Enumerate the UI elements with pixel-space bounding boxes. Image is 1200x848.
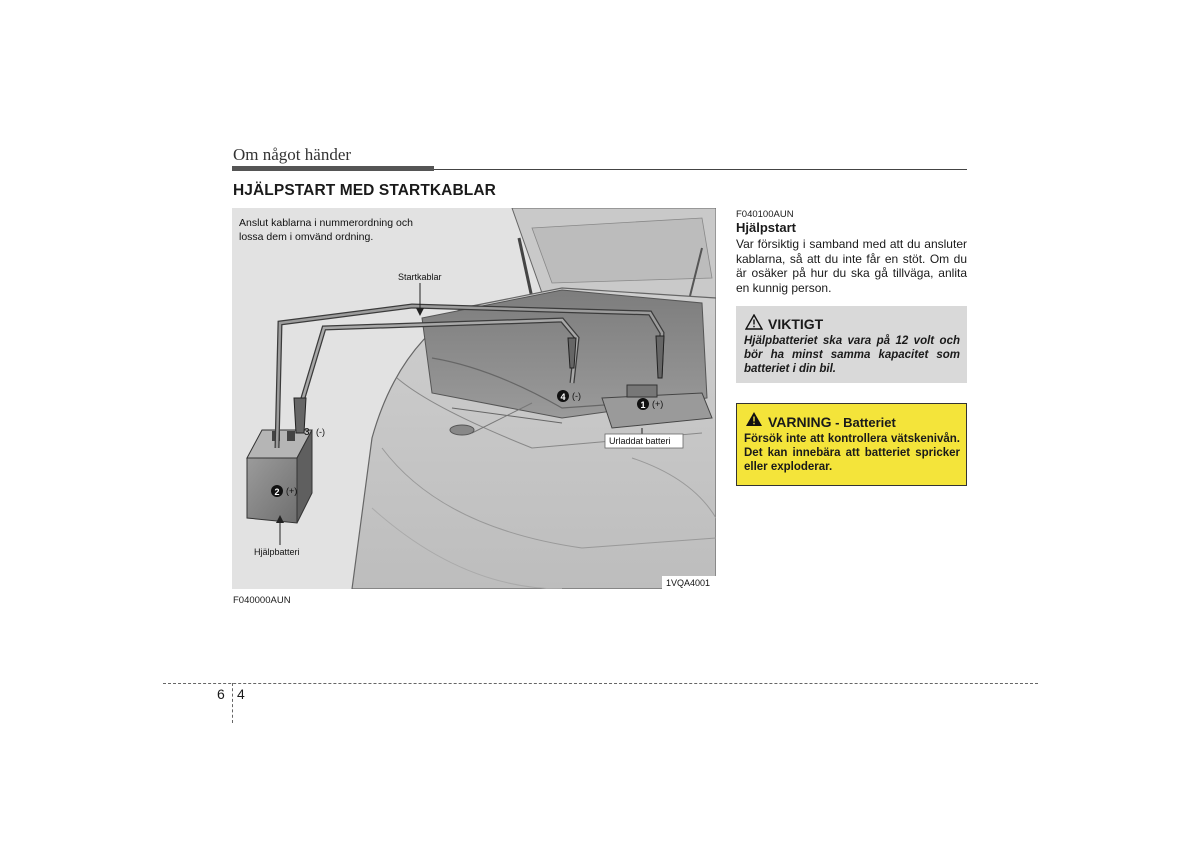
- warning-text: Försök inte att kontrollera vätskenivån. Det kan innebära att batteriet spricker eller exploderar.: [744, 433, 960, 473]
- section-title: Om något händer: [233, 145, 352, 164]
- cables-arrow: [416, 308, 424, 316]
- svg-text:2: 2: [274, 487, 280, 497]
- title-bar: [232, 166, 434, 171]
- chapter-number: 6: [217, 686, 225, 702]
- body-text: Var försiktig i samband med att du ansluter kablarna, så att du inte får en stöt. Om du är osäker på hur du ska gå tillväga, anlita en kunnig person.: [736, 237, 967, 295]
- figure-instruction-line-2: lossa dem i omvänd ordning.: [239, 231, 374, 243]
- cables-label: Startkablar: [398, 272, 442, 282]
- step-4-sign: (-): [572, 391, 581, 401]
- figure-code: F040000AUN: [233, 595, 291, 606]
- step-3-marker: [304, 427, 325, 438]
- page-number: 4: [237, 686, 245, 702]
- image-code: 1VQA4001: [666, 578, 711, 588]
- figure-instruction-line-1: Anslut kablarna i nummerordning och: [239, 217, 413, 229]
- svg-text:4: 4: [560, 392, 566, 402]
- warning-triangle-icon: [745, 411, 763, 427]
- notice-title: VIKTIGT: [768, 316, 824, 332]
- notice-text: Hjälpbatteriet ska vara på 12 volt och bör ha minst samma kapacitet som batteriet i din bil.: [744, 335, 960, 375]
- svg-text:1: 1: [640, 400, 646, 410]
- footer-rule: [163, 683, 1038, 684]
- section-code: F040100AUN: [736, 209, 794, 220]
- warning-title: [768, 414, 896, 430]
- step-3-number: 3: [304, 427, 310, 438]
- title-rule: [434, 169, 967, 170]
- discharged-label: Urladdat batteri: [609, 436, 671, 446]
- step-2-sign: (+): [286, 486, 298, 496]
- step-1-sign: (+): [652, 399, 664, 409]
- page-heading: HJÄLPSTART MED STARTKABLAR: [233, 182, 496, 199]
- sub-heading: Hjälpstart: [736, 220, 796, 235]
- warning-subtitle: - Batteriet: [831, 415, 896, 430]
- footer-divider: [232, 683, 233, 723]
- caution-triangle-icon: [745, 314, 763, 330]
- booster-label: Hjälpbatteri: [254, 547, 300, 557]
- warning-title-main: VARNING: [768, 414, 832, 430]
- jump-start-figure: [232, 208, 716, 589]
- step-3-sign: (-): [316, 427, 325, 437]
